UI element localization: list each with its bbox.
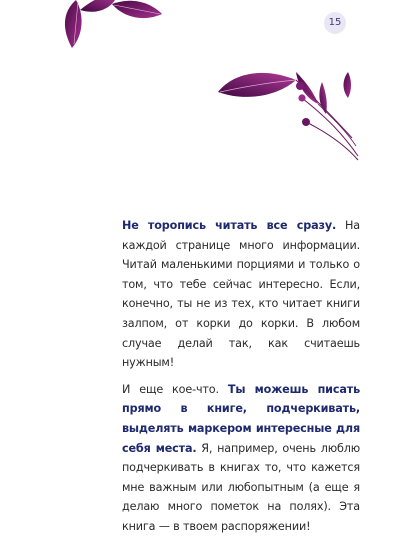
top-leaf-cluster (65, 0, 162, 48)
leaf-tip (344, 72, 352, 98)
page-number: 15 (324, 12, 346, 34)
leaf-left (65, 0, 82, 48)
paragraph-2 (122, 380, 360, 537)
bud (298, 94, 305, 101)
highlight-phrase: Не торопись читать все сразу. (122, 219, 337, 232)
leaf-middle (80, 0, 118, 12)
right-leaf-cluster (218, 72, 358, 160)
bud (296, 82, 304, 90)
paragraph-text: На каждой странице много информации. Читай маленькими порциями и только о том, что тебе сейчас интересно. Если, конечно, ты не из тех, кто читает книги залпом, от корки до корки. В любом случае делай так, как считаешь нужным! (122, 219, 360, 370)
paragraph-text: Я, например, очень люблю подчеркивать в книгах то, что кажется мне важным или любопытным (а еще я делаю много пометок на полях). Эта книга — в твоем распоряжении! (122, 441, 360, 533)
paragraph-lead: И еще кое-что. (122, 382, 228, 396)
highlight-phrase: Ты можешь писать прямо в книге, подчеркивать, выделять маркером интересные для себя места. (122, 382, 361, 455)
paragraph-1 (122, 216, 360, 373)
bud (302, 118, 310, 126)
body-text (122, 216, 360, 537)
